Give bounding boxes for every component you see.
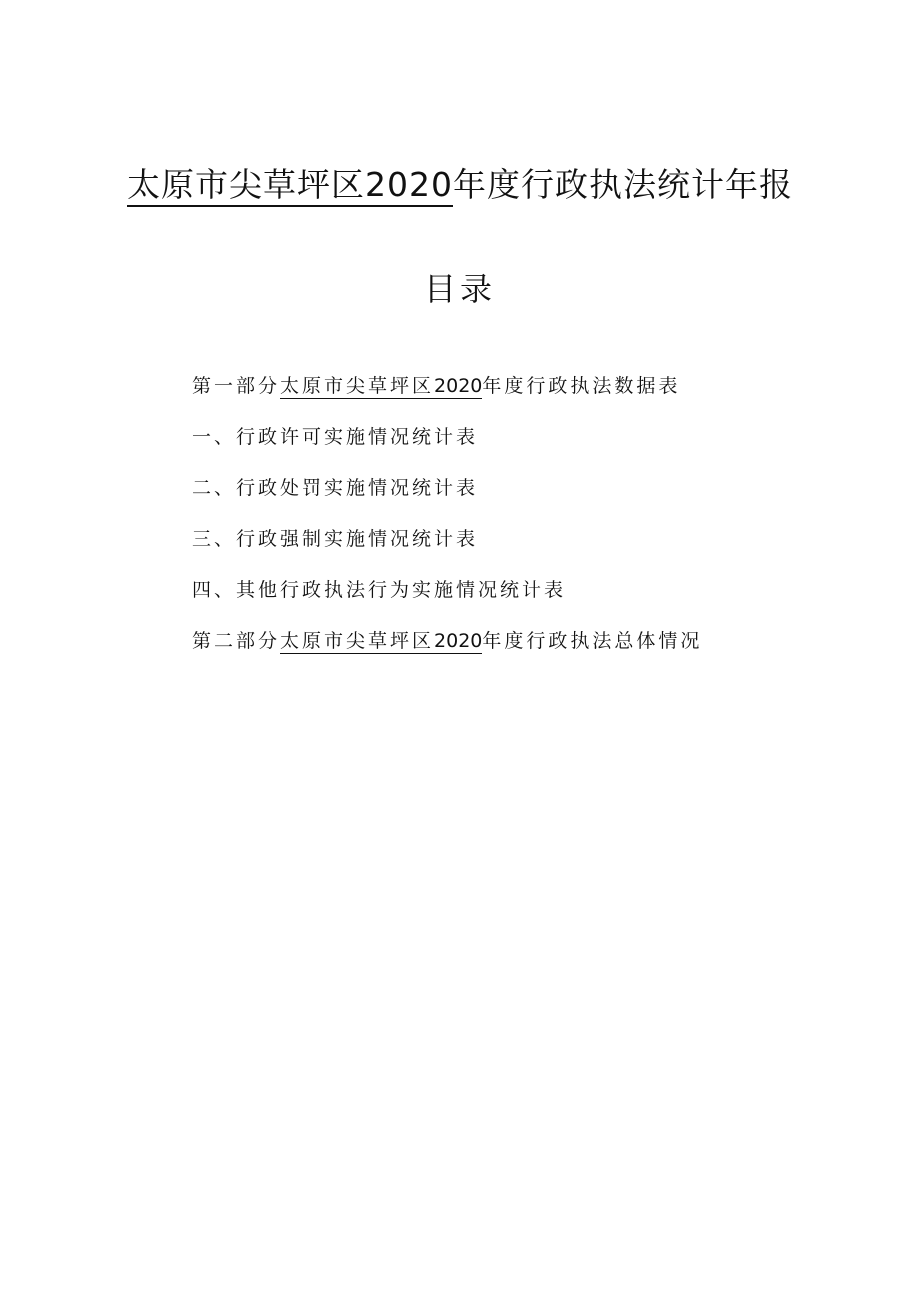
toc-entry-lead: 二、行政处罚实施情况统计表 [192,477,479,499]
toc-entry-lead: 一、行政许可实施情况统计表 [192,426,479,448]
toc-entry-place: 太原市尖草坪区 [280,375,435,397]
toc-entry-underlined [280,630,482,654]
toc-entry-year: 2020 [434,375,483,397]
toc-entry-enforcement [192,519,702,570]
table-of-contents [192,366,702,672]
toc-entry-rest: 年度行政执法数据表 [482,375,681,397]
toc-entry-rest: 年度行政执法总体情况 [482,630,703,652]
toc-entry-year: 2020 [434,630,483,652]
toc-entry-lead: 三、行政强制实施情况统计表 [192,528,479,550]
document-title [0,160,920,210]
toc-entry-licensing [192,417,702,468]
document-title-underlined-part: 太原市尖草坪区2020 [127,165,453,207]
toc-entry-lead: 四、其他行政执法行为实施情况统计表 [192,579,567,601]
toc-entry-part-two [192,621,702,672]
toc-entry-part-one [192,366,702,417]
toc-entry-penalty [192,468,702,519]
document-title-rest: 年度行政执法统计年报 [452,165,793,204]
toc-entry-lead: 第一部分 [192,375,281,397]
toc-entry-other-actions [192,570,702,621]
toc-entry-underlined [280,375,482,399]
toc-entry-lead: 第二部分 [192,630,281,652]
toc-heading: 目录 [423,270,496,308]
toc-entry-place: 太原市尖草坪区 [280,630,435,652]
